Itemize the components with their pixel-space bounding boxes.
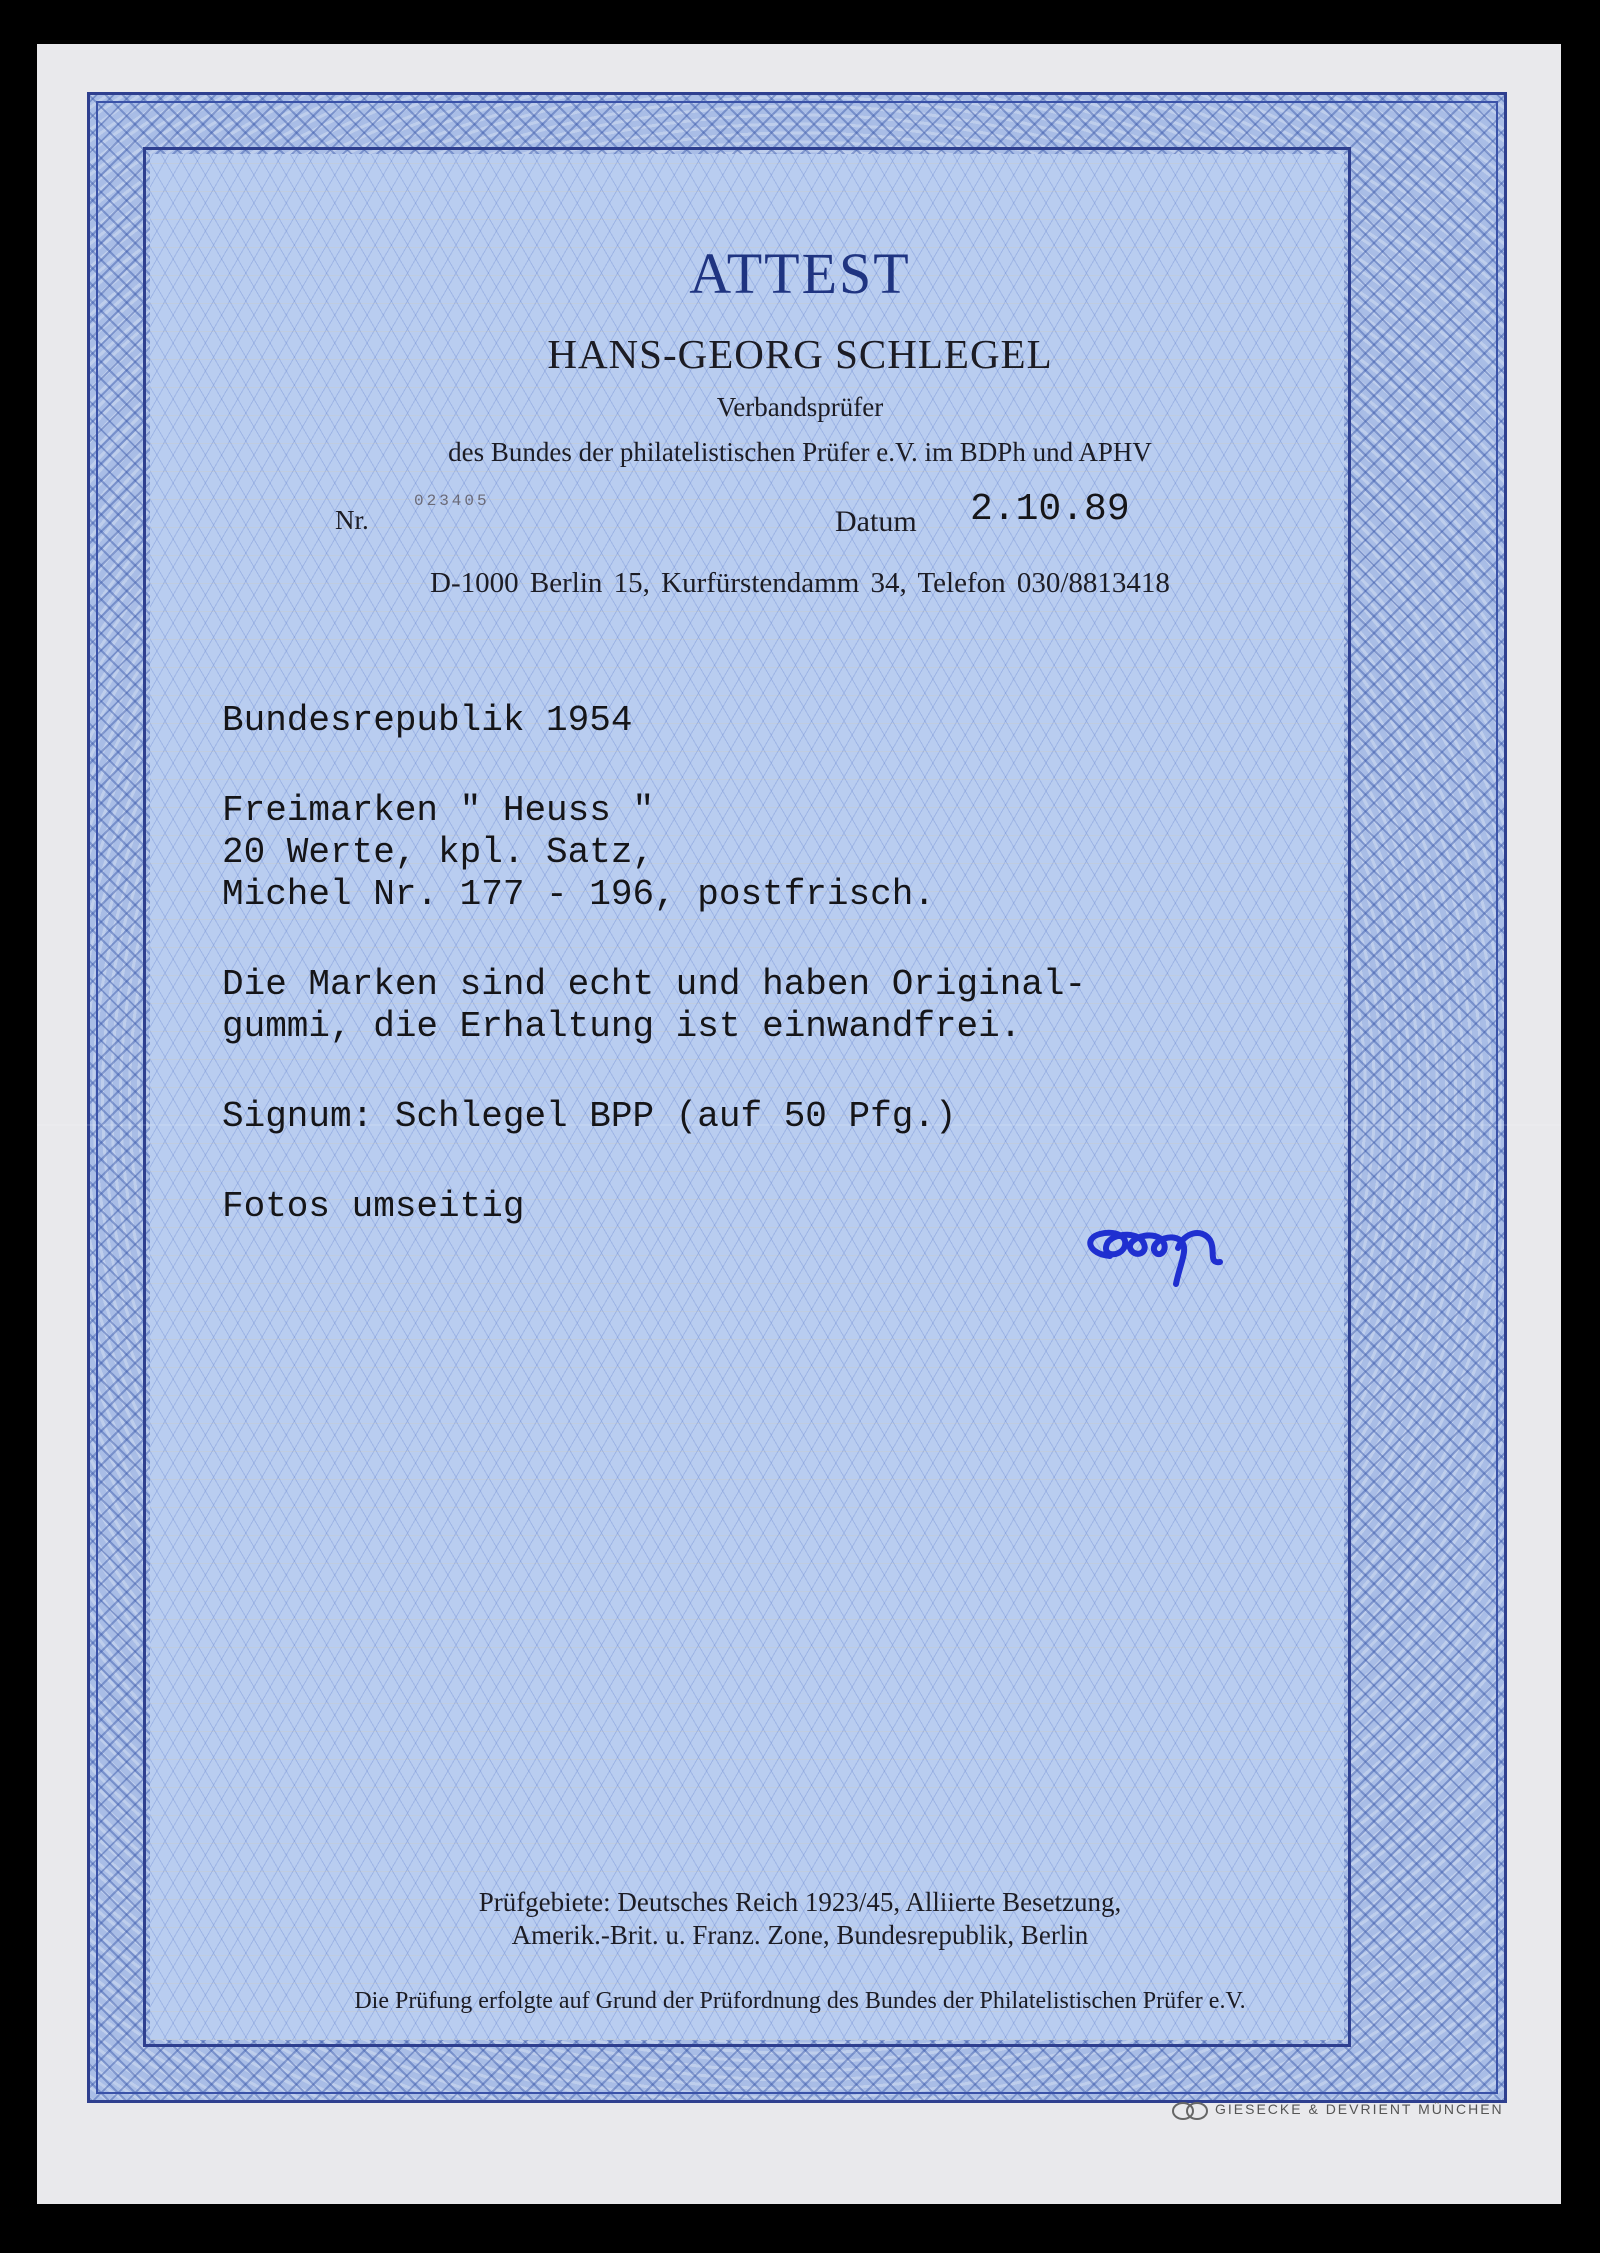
body-line-series: Freimarken " Heuss " [222,790,655,831]
body-line-photos: Fotos umseitig [222,1186,525,1227]
examiner-role: Verbandsprüfer [716,392,884,422]
examiner-address: D-1000 Berlin 15, Kurfürstendamm 34, Telefon 030/8813418 [430,567,1170,599]
date-label: Datum [835,505,917,538]
body-line-condition: gummi, die Erhaltung ist einwandfrei. [222,1006,1022,1047]
footer-testing-areas-1: Prüfgebiete: Deutsches Reich 1923/45, Alliierte Besetzung, [478,1887,1122,1917]
certificate-number-label: Nr. [335,505,369,535]
body-line-genuine: Die Marken sind echt und haben Original- [222,964,1087,1005]
footer-testing-areas-2: Amerik.-Brit. u. Franz. Zone, Bundesrepublik, Berlin [511,1920,1089,1950]
date-value: 2.10.89 [970,488,1130,531]
body-line-signum: Signum: Schlegel BPP (auf 50 Pfg.) [222,1096,957,1137]
examiner-name: HANS-GEORG SCHLEGEL [547,331,1053,377]
giesecke-devrient-logo-icon [1170,2100,1210,2122]
footer-regulation: Die Prüfung erfolgte auf Grund der Prüfordnung des Bundes der Philatelistischen Prüfer e.V. [354,1988,1246,2014]
body-line-catalogue: Michel Nr. 177 - 196, postfrisch. [222,874,935,915]
body-line-issue: Bundesrepublik 1954 [222,700,633,741]
certificate-title: ATTEST [689,241,911,306]
examiner-association: des Bundes der philatelistischen Prüfer e.V. im BDPh und APHV [448,437,1152,467]
certificate-number-value: 023405 [414,492,490,510]
body-line-values: 20 Werte, kpl. Satz, [222,832,655,873]
printer-imprint: GIESECKE & DEVRIENT MÜNCHEN [1215,2101,1504,2117]
handwritten-signature-icon [1070,1188,1250,1298]
